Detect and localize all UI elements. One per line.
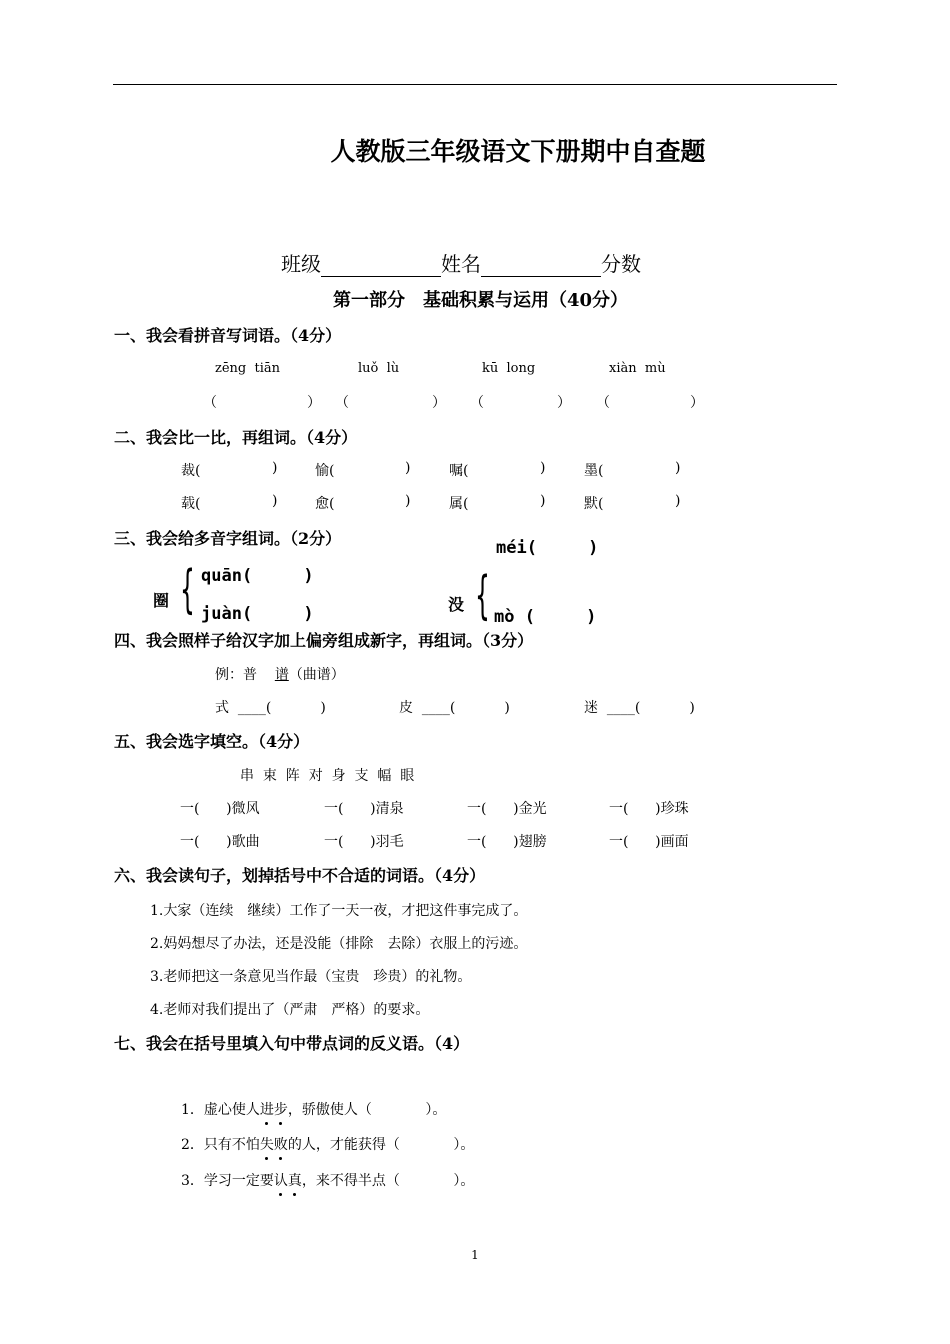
sentence-2: 2.妈妈想尽了办法，还是没能（排除 去除）衣服上的污迹。 [150, 936, 528, 952]
sentence-1: 1.大家（连续 继续）工作了一天一夜，才把这件事完成了。 [150, 903, 528, 919]
section4-heading: 四、我会照样子给汉字加上偏旁组成新字，再组词。（3分） [114, 631, 534, 650]
compare-close: ) [405, 493, 411, 509]
info-line [281, 248, 641, 277]
sentence-4: 4.老师对我们提出了（严肃 严格）的要求。 [150, 1002, 430, 1018]
section6-heading: 六、我会读句子，划掉括号中不合适的词语。（4分） [114, 866, 486, 885]
dotted-word [260, 1134, 288, 1154]
antonym-pre: 1．虚心使人 [181, 1102, 260, 1118]
mo-pinyin: mò ( ) [494, 607, 597, 627]
brace-2: { [475, 566, 490, 626]
dotted-word-text: 认真 [273, 1173, 302, 1189]
section7-heading: 七、我会在括号里填入句中带点词的反义语。（4） [114, 1034, 470, 1053]
compare-close: ) [405, 460, 411, 476]
pinyin-2: luǒ lù [358, 361, 400, 376]
compare-close: ) [675, 460, 681, 476]
emphasis-dot [265, 1157, 268, 1160]
radical-item-1: 式 ____( ) [215, 700, 326, 716]
measure-word-choices: 串 束 阵 对 身 支 幅 眼 [240, 768, 415, 784]
fill-item: 一( )画面 [609, 834, 689, 850]
emphasis-dot [279, 1122, 282, 1125]
compare-close: ) [272, 460, 278, 476]
section1-heading: 一、我会看拼音写词语。（4分） [114, 326, 342, 345]
section2-heading: 二、我会比一比，再组词。（4分） [114, 428, 358, 447]
sentence-3: 3.老师把这一条意见当作最（宝贵 珍贵）的礼物。 [150, 969, 472, 985]
brace-1: { [180, 560, 195, 620]
antonym-post: ，来不得半点（ ）。 [301, 1173, 475, 1189]
dotted-word [274, 1170, 302, 1190]
answer-close-1: ） [307, 395, 321, 411]
answer-close-4: ） [690, 395, 704, 411]
answer-open-2: （ [335, 395, 349, 411]
dotted-word-text: 进步 [259, 1102, 288, 1118]
pinyin-3: kū long [482, 361, 536, 376]
compare-close: ) [540, 460, 546, 476]
page-title: 人教版三年级语文下册期中自查题 [330, 137, 706, 166]
header-rule [113, 84, 837, 85]
emphasis-dot [265, 1122, 268, 1125]
fill-item: 一( )珍珠 [609, 801, 689, 817]
compare-item: 嘱( [449, 463, 469, 479]
antonym-line-1 [181, 1099, 446, 1119]
answer-open-4: （ [596, 395, 610, 411]
class-blank[interactable] [321, 254, 441, 277]
quan-pinyin: quān( ) [201, 566, 314, 586]
example-label: 例：普 [215, 667, 257, 683]
juan-pinyin: juàn( ) [201, 604, 314, 624]
fill-item: 一( )金光 [467, 801, 547, 817]
antonym-line-3 [181, 1170, 474, 1190]
answer-open-1: （ [203, 395, 217, 411]
compare-close: ) [272, 493, 278, 509]
answer-open-3: （ [470, 395, 484, 411]
class-label: 班级 [281, 252, 321, 276]
name-label: 姓名 [441, 252, 481, 276]
radical-item-2: 皮 ____( ) [399, 700, 510, 716]
emphasis-dot [293, 1193, 296, 1196]
compare-item: 默( [584, 496, 604, 512]
fill-item: 一( )清泉 [324, 801, 404, 817]
page-number: 1 [471, 1248, 479, 1262]
mei-pinyin: méi( ) [496, 538, 599, 558]
emphasis-dot [279, 1193, 282, 1196]
compare-item: 载( [181, 496, 201, 512]
compare-item: 愈( [315, 496, 335, 512]
dotted-word-text: 失败 [259, 1137, 288, 1153]
example-char: 谱 [274, 667, 289, 683]
answer-close-2: ） [432, 395, 446, 411]
example-word: （曲谱） [288, 667, 345, 683]
compare-close: ) [675, 493, 681, 509]
antonym-pre: 3．学习一定要 [181, 1173, 274, 1189]
fill-item: 一( )翅膀 [467, 834, 547, 850]
antonym-post: 的人，才能获得（ ）。 [287, 1137, 475, 1153]
section5-heading: 五、我会选字填空。（4分） [114, 732, 310, 751]
name-blank[interactable] [481, 254, 601, 277]
fill-item: 一( )微风 [180, 801, 260, 817]
antonym-pre: 2．只有不怕 [181, 1137, 260, 1153]
antonym-line-2 [181, 1134, 474, 1154]
antonym-post: ，骄傲使人（ ）。 [287, 1102, 447, 1118]
radical-item-3: 迷 ____( ) [584, 700, 695, 716]
example-line [215, 664, 345, 684]
compare-item: 裁( [181, 463, 201, 479]
fill-item: 一( )羽毛 [324, 834, 404, 850]
emphasis-dot [279, 1157, 282, 1160]
part-heading: 第一部分 基础积累与运用（40分） [333, 290, 629, 311]
pinyin-4: xiàn mù [609, 361, 666, 376]
answer-close-3: ） [557, 395, 571, 411]
fill-item: 一( )歌曲 [180, 834, 260, 850]
polyphone-char-2: 没 [448, 595, 465, 614]
compare-item: 愉( [315, 463, 335, 479]
score-label: 分数 [601, 252, 641, 276]
polyphone-char-1: 圈 [153, 591, 170, 610]
compare-close: ) [540, 493, 546, 509]
dotted-word [260, 1099, 288, 1119]
compare-item: 属( [449, 496, 469, 512]
pinyin-1: zēng tiān [215, 361, 281, 376]
compare-item: 墨( [584, 463, 604, 479]
section3-heading: 三、我会给多音字组词。（2分） [114, 529, 342, 548]
